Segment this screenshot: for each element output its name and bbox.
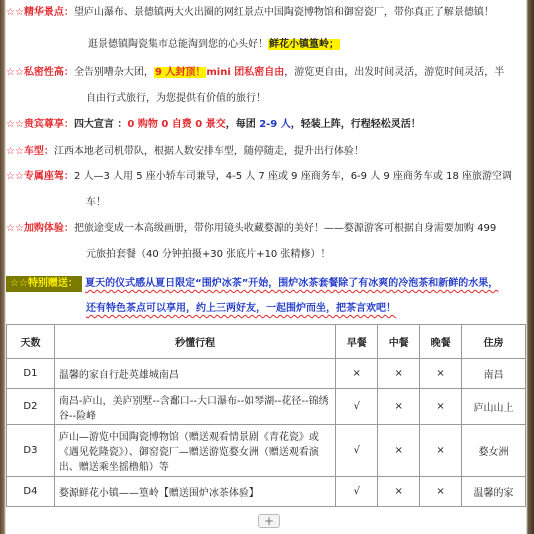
table-header-row: [7, 325, 526, 359]
lunch-cell: ×: [378, 477, 420, 507]
section-chexing: [6, 145, 526, 159]
dinner-cell: ×: [420, 425, 462, 477]
gift-label: ☆☆特别赠送：: [6, 276, 82, 292]
header-stay: 住房: [462, 325, 526, 359]
section-label: 车型：: [23, 146, 54, 157]
section-text: 2 人—3 人用 5 座小轿车司兼导，4-5 人 7 座或 9 座商务车，6-9 人 9 座商务车或 18 座旅游空调: [73, 171, 513, 182]
route-cell: 庐山—游览中国陶瓷博物馆（赠送观看情景剧《青花瓷》或《遇见乾隆瓷》）、御窑瓷厂—赠送游览婺女洲（赠送观看演出、赠送乘坐摇橹船）等: [54, 425, 335, 477]
section-text: ，每团: [225, 119, 260, 130]
star-icon: ☆☆: [10, 278, 28, 289]
add-row-button[interactable]: +: [258, 514, 280, 528]
section-label: 专属座驾：: [23, 171, 74, 182]
day-cell: D2: [7, 389, 55, 425]
section-simi-line2: [6, 92, 526, 106]
dinner-cell: ×: [420, 359, 462, 389]
star-icon: ☆☆: [6, 171, 24, 182]
section-text: 逛景德镇陶瓷集市总能淘到您的心头好！: [88, 39, 268, 50]
star-icon: ☆☆: [6, 223, 24, 234]
section-text: 夏天的仪式感从夏日限定“围炉冰茶”开始，围炉冰茶套餐除了有冰爽的冷泡茶和新鲜的水果，: [85, 278, 499, 289]
route-cell: 婺源鲜花小镇——篁岭【赠送围炉冰茶体验】: [54, 477, 335, 507]
section-jinghua-line2: [6, 38, 526, 52]
lunch-cell: ×: [378, 389, 420, 425]
breakfast-cell: √: [336, 425, 378, 477]
section-text: 望庐山瀑布、景德镇两大火出圈的网红景点中国陶瓷博物馆和御窑瓷厂，带你真正了解景德镇！: [73, 7, 494, 18]
table-row: [7, 359, 526, 389]
section-guibin: [6, 118, 526, 132]
section-simi: [6, 66, 526, 80]
section-text: 元旅拍套餐（40 分钟拍摄+30 张底片+10 张精修）！: [86, 249, 331, 260]
section-label: 贵宾尊享：: [23, 119, 74, 130]
section-tebie-line2: [6, 302, 526, 316]
table-row: [7, 389, 526, 425]
section-text: 车！: [86, 197, 106, 208]
section-zhuanshu-line2: [6, 196, 526, 210]
section-text: 把旅途变成一本高级画册，带你用镜头收藏婺源的美好！——婺源游客可根据自身需要加购 499: [73, 223, 497, 234]
section-text: 四大宣言 ：: [73, 119, 128, 130]
itinerary-table: [6, 324, 526, 507]
star-icon: ☆☆: [6, 146, 24, 157]
section-label: 加购体验：: [23, 223, 74, 234]
header-day: 天数: [7, 325, 55, 359]
route-cell: 温馨的家自行赴英雄城南昌: [54, 359, 335, 389]
emphasis-text: 2-9 人: [259, 119, 291, 130]
breakfast-cell: √: [336, 477, 378, 507]
dinner-cell: ×: [420, 389, 462, 425]
star-icon: ☆☆: [6, 7, 24, 18]
section-text: 自由行式旅行，为您提供有价值的旅行！: [86, 93, 266, 104]
section-tebie: [6, 276, 526, 292]
section-text: 全告别嘈杂大团，: [73, 67, 154, 78]
day-cell: D4: [7, 477, 55, 507]
stay-cell: 温馨的家: [462, 477, 526, 507]
route-cell: 南昌-庐山，美庐别墅--含鄱口--大口瀑布--如琴湖--花径--锦绣谷--险峰: [54, 389, 335, 425]
section-text: 江西本地老司机带队，根据人数安排车型，随停随走，提升出行体验！: [53, 146, 364, 157]
star-icon: ☆☆: [6, 119, 24, 130]
day-cell: D3: [7, 425, 55, 477]
stay-cell: 南昌: [462, 359, 526, 389]
star-icon: ☆☆: [6, 67, 24, 78]
section-text: 还有特色茶点可以享用，约上三两好友，一起围炉而坐，把茶言欢吧！: [86, 303, 396, 314]
day-cell: D1: [7, 359, 55, 389]
highlight-text: 鲜花小镇篁岭；: [269, 39, 339, 50]
header-dinner: 晚餐: [420, 325, 462, 359]
stay-cell: 婺女洲: [462, 425, 526, 477]
highlight-text: 9 人封顶！: [154, 67, 206, 78]
stay-cell: 庐山山上: [462, 389, 526, 425]
header-lunch: 中餐: [378, 325, 420, 359]
emphasis-text: 0 购物 0 自费 0 景交: [127, 119, 226, 130]
header-route: 秒懂行程: [54, 325, 335, 359]
breakfast-cell: ×: [336, 359, 378, 389]
section-label: 精华景点：: [23, 7, 74, 18]
section-text: ，轻装上阵，行程轻松灵活！: [290, 119, 421, 130]
section-jiagou: [6, 222, 526, 236]
section-text: ，游览更自由，出发时间灵活，游览时间灵活，半: [284, 67, 505, 78]
lunch-cell: ×: [378, 359, 420, 389]
section-label: 私密性高：: [23, 67, 74, 78]
header-breakfast: 早餐: [336, 325, 378, 359]
table-row: [7, 477, 526, 507]
lunch-cell: ×: [378, 425, 420, 477]
section-jinghua: [6, 6, 526, 20]
dinner-cell: ×: [420, 477, 462, 507]
breakfast-cell: √: [336, 389, 378, 425]
section-zhuanshu: [6, 170, 526, 184]
emphasis-text: mini 团私密自由: [206, 67, 285, 78]
itinerary-document: [6, 0, 526, 534]
section-jiagou-line2: [6, 248, 526, 262]
table-row: [7, 425, 526, 477]
